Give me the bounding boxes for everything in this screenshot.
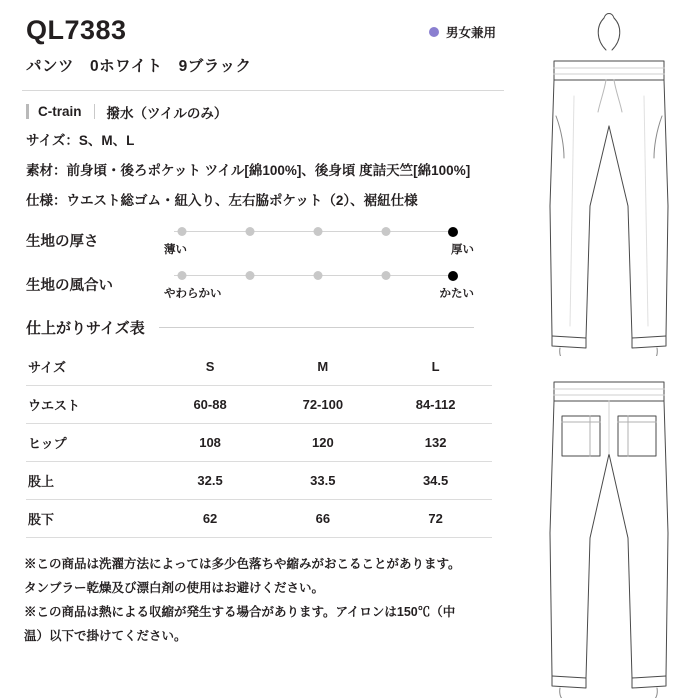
unisex-dot-icon [429,27,439,37]
scale-point [313,227,322,236]
header-row [22,14,504,46]
pants-back-illustration [526,358,696,698]
cell-rise-l: 34.5 [379,462,492,500]
cell-hip-s: 108 [154,424,267,462]
care-notes [24,554,504,648]
table-row [26,424,492,462]
cell-waist-s: 60-88 [154,386,267,424]
note-line: ※この商品は洗濯方法によっては多少色落ちや縮みがおこることがあります。 [24,557,461,572]
size-table-title-row [26,317,504,338]
pants-front-illustration [526,6,696,356]
column-header-l: L [379,348,492,386]
note-line: タンブラー乾燥及び漂白剤の使用はお避けください。 [24,581,325,596]
note-line: 温）以下で掛けてください。 [24,629,187,644]
column-header-s: S [154,348,267,386]
feature-label: 撥水（ツイルのみ） [106,105,228,121]
cell-inseam-l: 72 [379,500,492,538]
vertical-divider [94,104,95,119]
unisex-label: 男女兼用 [445,26,496,40]
brand-feature-row [26,102,504,122]
row-label-rise: 股上 [26,462,154,500]
scale-point [381,271,390,280]
column-header-m: M [266,348,379,386]
table-row [26,500,492,538]
fabric-thickness-scale [164,225,474,257]
table-header-row [26,348,492,386]
note-line: ※この商品は熱による収縮が発生する場合があります。アイロンは150℃（中 [24,605,456,620]
fabric-texture-min-label: やわらかい [164,288,222,301]
cell-waist-l: 84-112 [379,386,492,424]
column-header-size: サイズ [26,348,154,386]
cell-waist-m: 72-100 [266,386,379,424]
cell-rise-m: 33.5 [266,462,379,500]
cell-inseam-m: 66 [266,500,379,538]
cell-hip-m: 120 [266,424,379,462]
scale-point [178,271,187,280]
accent-bar-icon [26,104,29,119]
brand-label: C-train [38,104,82,120]
fabric-texture-row [26,269,504,299]
scale-point [246,271,255,280]
divider [22,90,504,91]
fabric-thickness-label: 生地の厚さ [26,233,99,250]
size-table-title: 仕上がりサイズ表 [26,320,145,338]
cell-rise-s: 32.5 [154,462,267,500]
table-row [26,462,492,500]
cell-hip-l: 132 [379,424,492,462]
scale-point [178,227,187,236]
scale-point [313,271,322,280]
spec-details: 仕様：ウエスト総ゴム・紐入り、左右脇ポケット（2）、裾紐仕様 [26,192,418,208]
row-label-waist: ウエスト [26,386,154,424]
fabric-texture-max-label: かたい [439,288,474,301]
fabric-texture-label: 生地の風合い [26,277,113,294]
scale-point-active [448,271,458,281]
scale-point [381,227,390,236]
illustration-column [520,0,700,700]
spec-size: サイズ：S、M、L [26,132,135,148]
fabric-texture-scale [164,269,474,301]
row-label-inseam: 股下 [26,500,154,538]
fabric-thickness-max-label: 厚い [451,244,474,257]
spec-material: 素材：前身頃・後ろポケット ツイル[綿100%]、後身頃 度詰天竺[綿100%] [26,162,471,178]
fabric-thickness-min-label: 薄い [164,244,187,257]
status-badge [429,23,496,41]
table-row [26,386,492,424]
scale-point [246,227,255,236]
cell-inseam-s: 62 [154,500,267,538]
page-title: QL7383 [26,15,127,45]
fabric-thickness-row [26,225,504,255]
product-subtitle: パンツ 0ホワイト 9ブラック [26,57,252,75]
scale-point-active [448,227,458,237]
size-table [26,348,492,538]
row-label-hip: ヒップ [26,424,154,462]
title-rule [159,327,474,328]
